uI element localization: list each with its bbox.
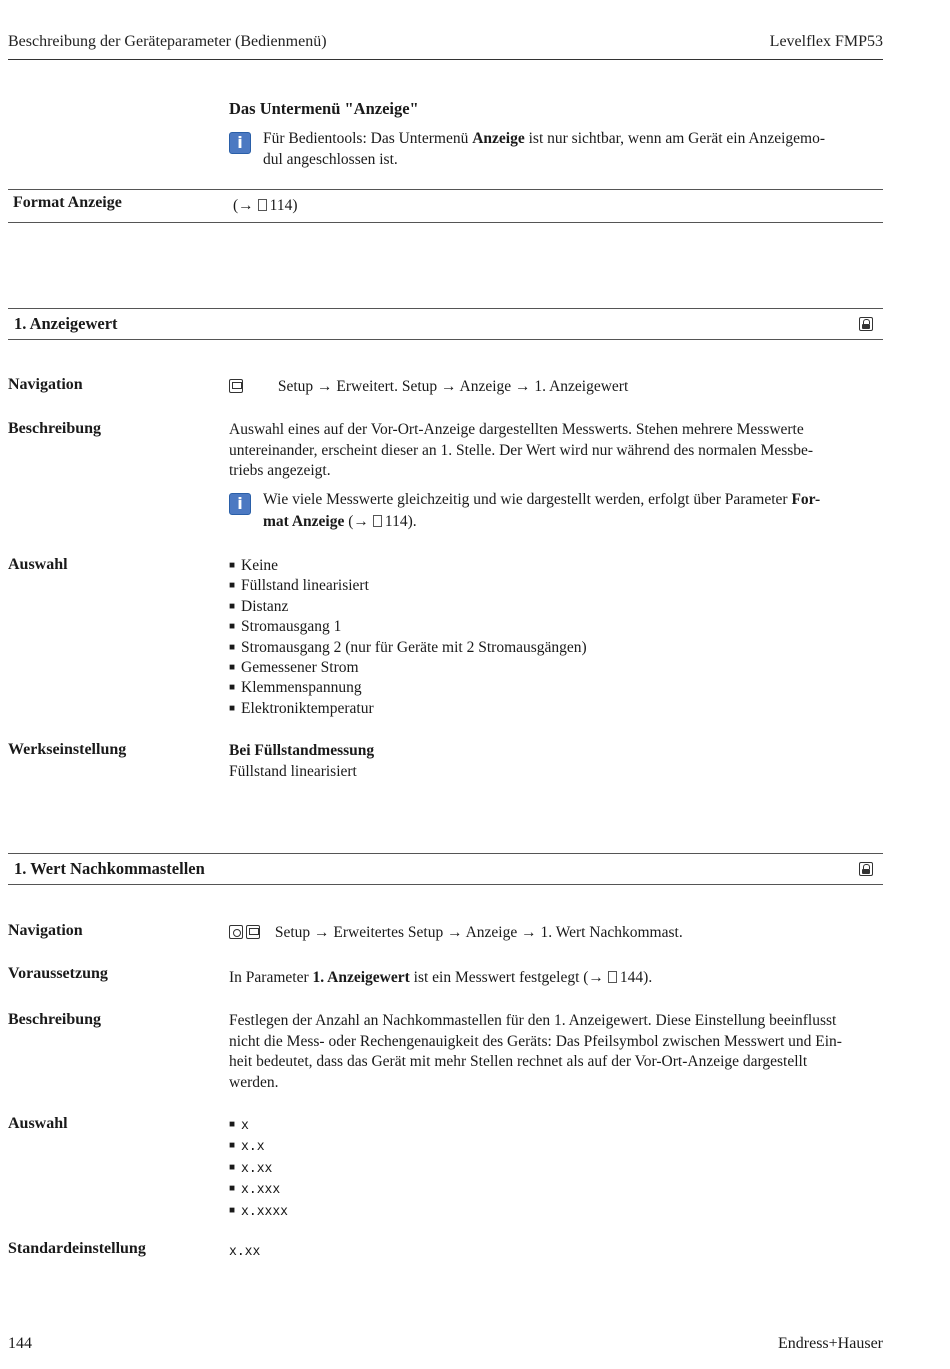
voraussetzung-label: Voraussetzung [8,965,108,982]
werkseinstellung-label: Werkseinstellung [8,741,127,758]
standardeinstellung-label: Standardeinstellung [8,1240,146,1257]
brand-name: Endress+Hauser [778,1335,883,1352]
list-item: ■ Elektroniktemperatur [229,699,884,719]
list-item: ■ x.xxxx [229,1201,884,1222]
page-ref-icon [373,515,382,527]
navigation-path: Setup → Erweitertes Setup → Anzeige → 1. Wert Nachkommast. [229,923,884,944]
submenu-title: Das Untermenü "Anzeige" [229,99,419,118]
list-item: ■ Stromausgang 1 [229,617,884,637]
navigation-path: Setup → Erweitert. Setup → Anzeige → 1. Anzeigewert [229,377,884,398]
list-item: ■ Füllstand linearisiert [229,576,884,596]
standardeinstellung-value: x.xx [229,1244,261,1259]
header-left: Beschreibung der Geräteparameter (Bedienmenü) [8,33,327,50]
auswahl-list [229,556,884,719]
list-item: ■ x.xxx [229,1179,884,1200]
anzeigewert-link[interactable]: 1. Anzeigewert [312,969,410,986]
format-anzeige-ref[interactable]: (→ 114) [233,197,298,214]
navigation-label: Navigation [8,376,83,393]
auswahl-list [229,1115,884,1222]
page-number: 144 [8,1335,32,1352]
page-ref-icon [258,199,267,211]
lock-icon [859,317,873,331]
beschreibung-text: Auswahl eines auf der Vor-Ort-Anzeige dargestellten Messwerts. Stehen mehrere Messwerte untereinander, erscheint dieser an 1. Stelle. Der Wert wird nur während des normalen Messbe- triebs angezeigt. [229,421,814,479]
list-item: ■ x.x [229,1136,884,1157]
list-item: ■ x [229,1115,884,1136]
section-rule [8,884,883,885]
beschreibung-label: Beschreibung [8,420,102,437]
info-icon: i [229,132,251,154]
navigation-label: Navigation [8,922,83,939]
format-anzeige-label: Format Anzeige [13,194,122,211]
section-title: 1. Anzeigewert [14,314,118,333]
auswahl-label: Auswahl [8,1115,68,1132]
header-right: Levelflex FMP53 [769,33,883,50]
list-item: ■ Keine [229,556,884,576]
list-item: ■ Klemmenspannung [229,678,884,698]
section-header-nachkommastellen [8,854,883,884]
format-anzeige-link[interactable]: mat Anzeige [263,513,345,530]
section-rule [8,339,883,340]
divider [8,222,883,223]
beschreibung-label: Beschreibung [8,1011,102,1028]
list-item: ■ Stromausgang 2 (nur für Geräte mit 2 Stromausgängen) [229,638,884,658]
info-note: Wie viele Messwerte gleichzeitig und wie dargestellt werden, erfolgt über Parameter For- mat Anzeige (→ 114). [263,491,821,530]
list-item: ■ Gemessener Strom [229,658,884,678]
voraussetzung-text: In Parameter 1. Anzeigewert ist ein Messwert festgelegt (→ 144). [229,969,653,986]
beschreibung-text: Festlegen der Anzahl an Nachkommastellen für den 1. Anzeigewert. Diese Einstellung beeinflusst nicht die Mess- oder Rechengenauigkeit des Geräts: Das Pfeilsymbol zwischen Messwert und Ein- heit bedeutet, dass das Gerät mit mehr Stellen rechnet als auf der Vor-Ort-Anzeige dargestellt werden. [229,1012,842,1091]
divider [8,189,883,190]
page-ref-icon [608,971,617,983]
display-icon [246,925,260,939]
display-icon [229,379,243,393]
header-rule [8,59,883,60]
submenu-note: Für Bedientools: Das Untermenü Anzeige ist nur sichtbar, wenn am Gerät ein Anzeigemo- dul angeschlossen ist. [263,130,825,168]
list-item: ■ x.xx [229,1158,884,1179]
list-item: ■ Distanz [229,597,884,617]
werkseinstellung-value: Bei Füllstandmessung Füllstand linearisiert [229,742,375,780]
lock-icon [859,862,873,876]
section-header-anzeigewert [8,309,883,339]
section-title: 1. Wert Nachkommastellen [14,859,205,878]
auswahl-label: Auswahl [8,556,68,573]
info-icon: i [229,493,251,515]
operation-icon [229,925,243,939]
note-bold: Anzeige [472,130,525,147]
